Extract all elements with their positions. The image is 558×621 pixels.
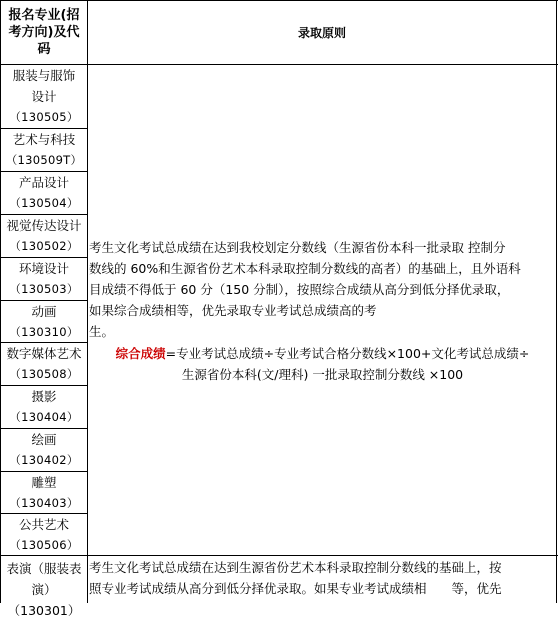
major-cell xyxy=(1,472,87,513)
rule-line: 数线的 60%和生源省份艺术本科录取控制分数线的高者）的基础上，且外语科 xyxy=(89,261,521,276)
major-name: 数字媒体艺术 xyxy=(6,346,82,361)
rule-line: 生。 xyxy=(89,324,115,339)
major-name: 表演（服装表演）（130301） xyxy=(6,561,82,618)
major-code: （130403） xyxy=(9,495,79,510)
major-name: 环境设计 xyxy=(18,261,69,276)
table-border-right xyxy=(556,0,557,603)
admission-rule-text xyxy=(89,237,556,342)
major-cell xyxy=(1,258,87,300)
major-code: （130310） xyxy=(9,324,79,339)
header-major-cell xyxy=(1,1,87,64)
rule-line: 考生文化考试总成绩在达到我校划定分数线（生源省份本科一批录取 控制分 xyxy=(89,240,506,255)
major-code: （130506） xyxy=(9,537,79,552)
major-name: 服装与服饰设计 xyxy=(12,68,76,104)
major-code: （130502） xyxy=(9,239,79,253)
major-code: （130504） xyxy=(9,196,79,210)
major-cell xyxy=(1,215,87,257)
major-name: 公共艺术 xyxy=(18,516,69,532)
major-cell xyxy=(1,429,87,471)
major-cell-performance xyxy=(1,556,87,618)
rule-line: 照专业考试成绩从高分到低分择优录取。如果专业考试成绩相 等，优先 xyxy=(89,581,502,596)
major-name: 摄影 xyxy=(31,389,57,404)
major-code: （130508） xyxy=(9,367,79,381)
major-code: （130503） xyxy=(9,282,79,296)
major-cell xyxy=(1,172,87,214)
formula-line-1: =专业考试总成绩÷专业考试合格分数线×100+文化考试总成绩÷ xyxy=(165,346,530,361)
major-code: （130402） xyxy=(9,453,79,467)
major-code: （130505） xyxy=(9,110,79,124)
major-cell xyxy=(1,301,87,342)
header-rule-cell xyxy=(88,1,556,64)
rule-line: 如果综合成绩相等，优先录取专业考试总成绩高的考 xyxy=(89,303,377,318)
major-name: 艺术与科技 xyxy=(12,132,76,147)
major-code: （130404） xyxy=(9,410,79,424)
rule-line: 目成绩不得低于 60 分（150 分制），按照综合成绩从高分到低分择优录取， xyxy=(89,282,510,297)
rule-line: 考生文化考试总成绩在达到生源省份艺术本科录取控制分数线的基础上，按 xyxy=(89,560,502,575)
major-name: 视觉传达设计 xyxy=(6,218,82,233)
major-cell xyxy=(1,65,87,128)
formula-keyword: 综合成绩 xyxy=(115,346,166,361)
major-cell xyxy=(1,129,87,171)
composite-score-formula xyxy=(89,343,556,385)
performance-rule-text xyxy=(89,557,556,599)
major-cell xyxy=(1,386,87,428)
major-cell xyxy=(1,343,87,385)
header-rule-label: 录取原则 xyxy=(297,26,346,40)
major-name: 动画 xyxy=(31,303,57,319)
major-cell xyxy=(1,514,87,555)
major-name: 绘画 xyxy=(31,432,57,447)
major-name: 雕塑 xyxy=(31,474,57,490)
major-code: （130509T） xyxy=(5,153,83,167)
header-major-label: 报名专业(招考方向)及代码 xyxy=(8,8,80,57)
major-name: 产品设计 xyxy=(18,175,69,190)
formula-line-2: 生源省份本科(文/理科) 一批录取控制分数线 ×100 xyxy=(181,367,464,382)
